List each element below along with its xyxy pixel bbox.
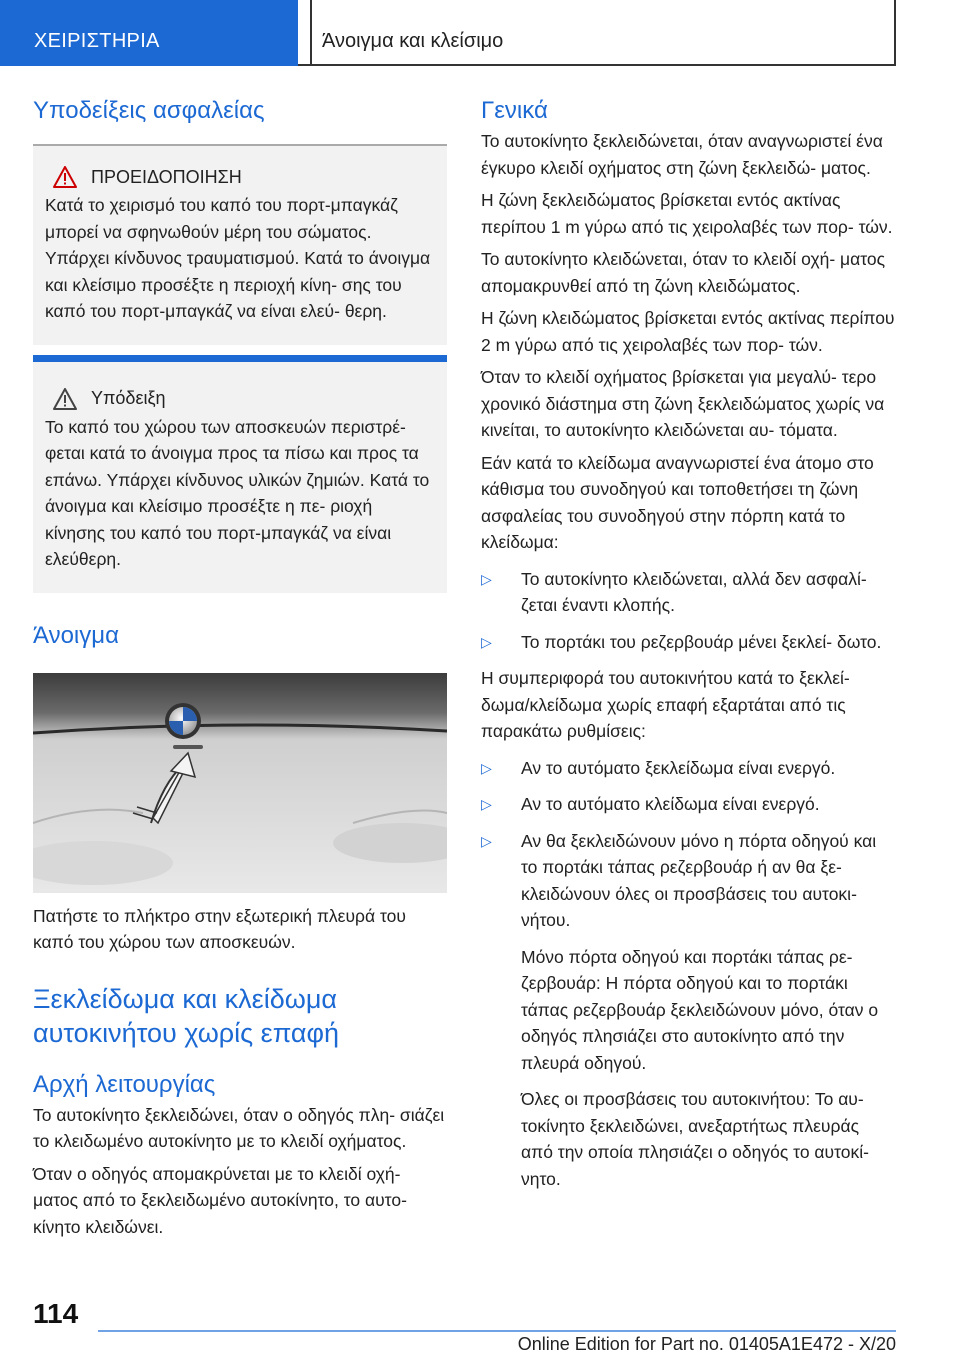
warning-box xyxy=(33,144,447,345)
section-title: ΧΕΙΡΙΣΤΗΡΙΑ xyxy=(34,30,160,52)
page-number: 114 xyxy=(33,1298,79,1329)
header-underline xyxy=(298,64,896,66)
left-column xyxy=(33,96,447,1240)
chapter-title: Άνοιγμα και κλείσιμο xyxy=(322,30,504,52)
principle-heading: Αρχή λειτουργίας xyxy=(33,1070,216,1098)
passenger-lock-list xyxy=(481,566,895,656)
triangle-bullet-icon: ▷ xyxy=(481,633,492,650)
general-heading: Γενικά xyxy=(481,97,548,124)
header-right-border xyxy=(894,0,896,66)
list-item: ▷ Αν θα ξεκλειδώνουν μόνο η πόρτα οδηγού και το πορτάκι τάπας ρεζερβουάρ ή αν θα ξε- κλειδώνουν όλες οι προσβάσεις του αυτοκι- νήτου. Μόνο πόρτα οδηγού και πορτάκι τάπας ρε- ζερβουάρ: Η πόρτα οδηγού και το πορτάκι τάπας ρεζερβουάρ ξεκλειδώνουν μόνο, όταν ο οδηγός πλησιάζει στο αυτοκίνητο από την πλευρά οδηγού. Όλες οι προσβάσεις του αυτοκινήτου: Το αυ- τοκίνητο ξεκλειδώνει, ανεξαρτήτως πλευράς από την οποία πλησιάζει ο οδηγός το αυτοκί- νητο. xyxy=(481,828,895,1193)
list-item: ▷ Το αυτοκίνητο κλειδώνεται, αλλά δεν ασφαλί- ζεται έναντι κλοπής. xyxy=(481,566,895,619)
settings-list xyxy=(481,755,895,1193)
general-paragraph-6: Εάν κατά το κλείδωμα αναγνωριστεί ένα άτομο στο κάθισμα του συνοδηγού και τοποθετήσει τη ζώνη ασφαλείας του συνοδηγού στην πόρπη κατά το κλείδωμα: xyxy=(481,452,874,552)
header-divider xyxy=(310,0,312,66)
behaviour-paragraph: Η συμπεριφορά του αυτοκινήτου κατά το ξεκλεί- δωμα/κλείδωμα χωρίς επαφή εξαρτάται από τις παρακάτω ρυθμίσεις: xyxy=(481,668,850,741)
footer-divider xyxy=(98,1330,896,1332)
safety-heading: Υποδείξεις ασφαλείας xyxy=(33,97,265,124)
opening-heading: Άνοιγμα xyxy=(33,621,119,649)
keyless-heading: Ξεκλείδωμα και κλείδωμα αυτοκινήτου χωρίς επαφή xyxy=(33,983,340,1048)
principle-paragraph-2: Όταν ο οδηγός απομακρύνεται με το κλειδί οχή- ματος από το ξεκλειδωμένο αυτοκίνητο, το αυτο- κίνητο κλειδώνει. xyxy=(33,1163,407,1237)
sub-paragraph-driver-door: Μόνο πόρτα οδηγού και πορτάκι τάπας ρε- ζερβουάρ: Η πόρτα οδηγού και το πορτάκι τάπας ρεζερβουάρ ξεκλειδώνουν μόνο, όταν ο οδηγός πλησιάζει στο αυτοκίνητο από την πλευρά οδηγού. xyxy=(521,946,879,1073)
right-column xyxy=(481,96,895,1202)
triangle-bullet-icon: ▷ xyxy=(481,796,492,812)
general-paragraph-1: Το αυτοκίνητο ξεκλειδώνεται, όταν αναγνωριστεί ένα έγκυρο κλειδί οχήματος στη ζώνη ξεκλειδώ- ματος. xyxy=(481,131,883,178)
triangle-bullet-icon: ▷ xyxy=(481,832,492,849)
warning-text: Κατά το χειρισμό του καπό του πορτ-μπαγκάζ μπορεί να σφηνωθούν μέρη του σώματος. Υπάρχει κίνδυνος τραυματισμού. Κατά το άνοιγμα και κλείσιμο προσέξτε η περιοχή κίνη- σης του καπό του πορτ-μπαγκάζ να είναι ελεύ- θερη. xyxy=(45,195,431,321)
photo-caption: Πατήστε το πλήκτρο στην εξωτερική πλευρά του καπό του χώρου των αποσκευών. xyxy=(33,905,406,952)
list-item: ▷ Το πορτάκι του ρεζερβουάρ μένει ξεκλεί- δωτο. xyxy=(481,629,895,656)
general-paragraph-4: Η ζώνη κλειδώματος βρίσκεται εντός ακτίνας περίπου 2 m γύρω από τις χειρολαβές των πορ- τών. xyxy=(481,308,895,355)
triangle-bullet-icon: ▷ xyxy=(481,570,492,587)
edition-text: Online Edition for Part no. 01405A1E472 - X/20 xyxy=(517,1334,896,1354)
sub-paragraph-all-doors: Όλες οι προσβάσεις του αυτοκινήτου: Το αυ- τοκίνητο ξεκλειδώνει, ανεξαρτήτως πλευράς από την οποία πλησιάζει ο οδηγός το αυτοκί- νητο. xyxy=(521,1089,869,1189)
notice-text: Το καπό του χώρου των αποσκευών περιστρέ- φεται κατά το άνοιγμα προς τα πίσω και προς τα επάνω. Υπάρχει κίνδυνος υλικών ζημιών. Κατά το άνοιγμα και κλείσιμο προσέξτε η πε- ριοχή κίνησης του καπό του πορτ-μπαγκάζ να είναι ελεύθερη. xyxy=(45,416,430,569)
list-item: ▷ Αν το αυτόματο ξεκλείδωμα είναι ενεργό. xyxy=(481,755,895,782)
general-paragraph-5: Όταν το κλειδί οχήματος βρίσκεται για μεγαλύ- τερο χρονικό διάστημα στη ζώνη ξεκλειδώματος χωρίς να κινείται, το αυτοκίνητο κλειδώνεται αυ- τόματα. xyxy=(481,367,885,440)
principle-paragraph-1: Το αυτοκίνητο ξεκλειδώνει, όταν ο οδηγός πλη- σιάζει το κλειδωμένο αυτοκίνητο με το κλειδί οχήματος. xyxy=(33,1104,445,1151)
warning-triangle-icon xyxy=(53,166,77,188)
warning-title: ΠΡΟΕΙΔΟΠΟΙΗΣΗ xyxy=(91,166,242,187)
triangle-bullet-icon: ▷ xyxy=(481,759,492,776)
notice-triangle-icon xyxy=(53,388,77,410)
general-paragraph-2: Η ζώνη ξεκλειδώματος βρίσκεται εντός ακτίνας περίπου 1 m γύρω από τις χειρολαβές των πορ- τών. xyxy=(481,190,893,237)
notice-box xyxy=(33,355,447,593)
general-paragraph-3: Το αυτοκίνητο κλειδώνεται, όταν το κλειδί οχή- ματος απομακρυνθεί από τη ζώνη κλειδώματος. xyxy=(481,249,886,296)
section-tab xyxy=(0,0,298,66)
page-header xyxy=(0,0,960,66)
notice-title: Υπόδειξη xyxy=(91,388,166,408)
trunk-button-photo xyxy=(33,673,447,893)
list-item: ▷ Αν το αυτόματο κλείδωμα είναι ενεργό. xyxy=(481,791,895,818)
